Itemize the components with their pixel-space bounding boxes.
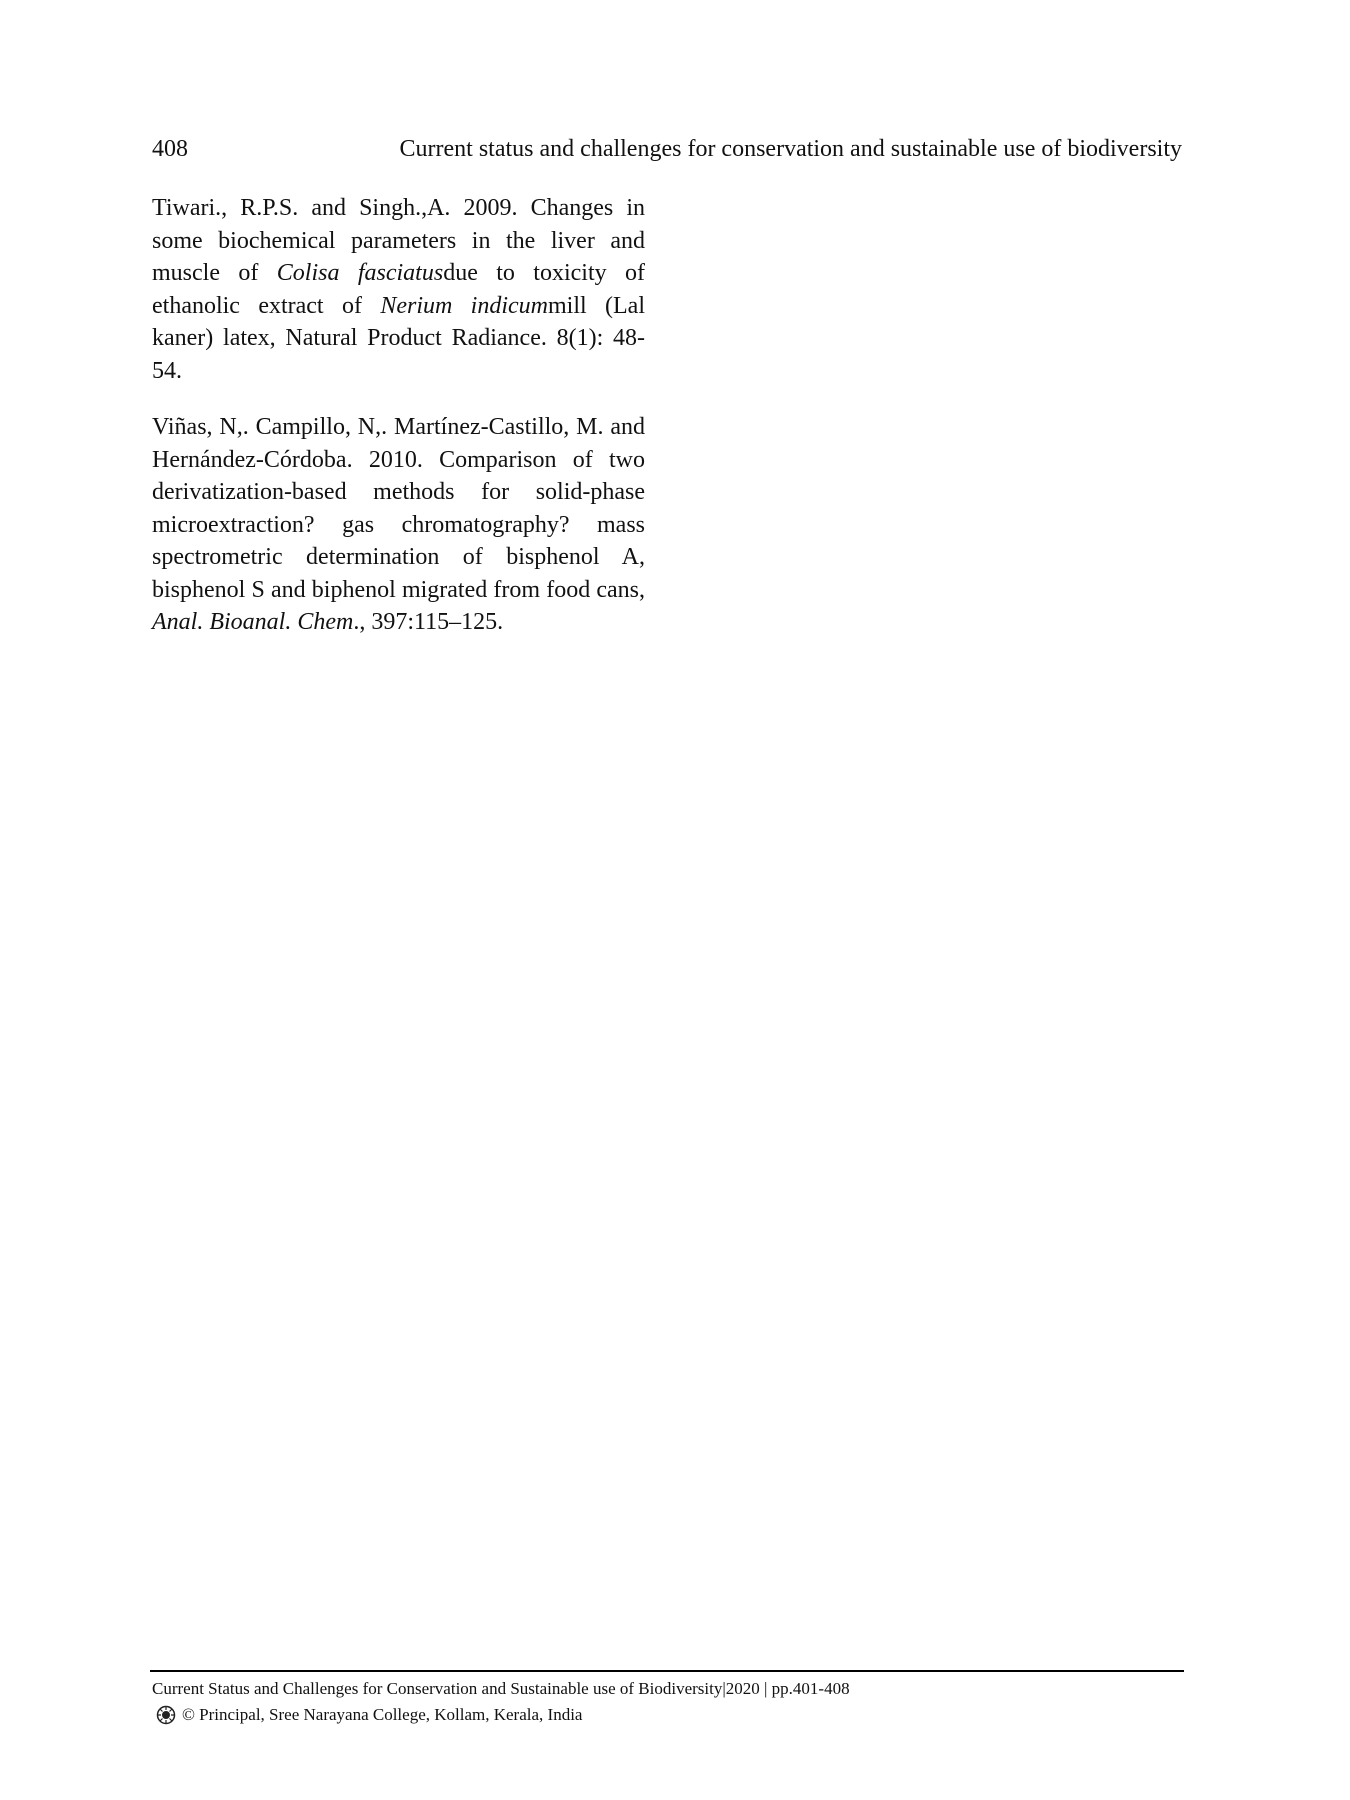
college-emblem-icon [156,1705,176,1725]
footer-citation: Current Status and Challenges for Conservation and Sustainable use of Biodiversity|2020 | pp.401-408 [152,1679,850,1698]
reference-text: mill (Lal kaner) latex, Natural Product Radiance. 8(1): 48-54. [152,292,645,384]
reference-list [152,192,645,663]
reference-text: due to toxicity of ethanolic extract of [152,260,645,319]
reference-text: ., 397:115–125. [353,609,504,635]
page-header [152,136,1182,168]
journal-name: Anal. Bioanal. Chem [152,609,354,635]
running-title: Current status and challenges for conservation and sustainable use of biodiversity [399,136,1182,162]
footer-divider [150,1670,1184,1672]
reference-text: Viñas, N,. Campillo, N,. Martínez-Castillo, M. and Hernández-Córdoba. 2010. Comparison of two derivatization-based methods for solid-phase microextraction? gas chromatography? mass spectrometric determination of bisphenol A, bisphenol S and biphenol migrated from food cans, [152,414,645,603]
reference-text: Tiwari., R.P.S. and Singh.,A. 2009. Changes in some biochemical parameters in the liver and muscle of [152,195,645,286]
page-footer [152,1676,850,1728]
reference-entry [152,192,645,387]
footer-copyright-line [152,1702,850,1728]
page-number: 408 [152,136,188,162]
reference-entry [152,411,645,639]
species-name: Colisa fasciatus [276,260,444,286]
species-name: Nerium indicum [380,292,548,319]
copyright-text: © Principal, Sree Narayana College, Kollam, Kerala, India [182,1705,583,1724]
